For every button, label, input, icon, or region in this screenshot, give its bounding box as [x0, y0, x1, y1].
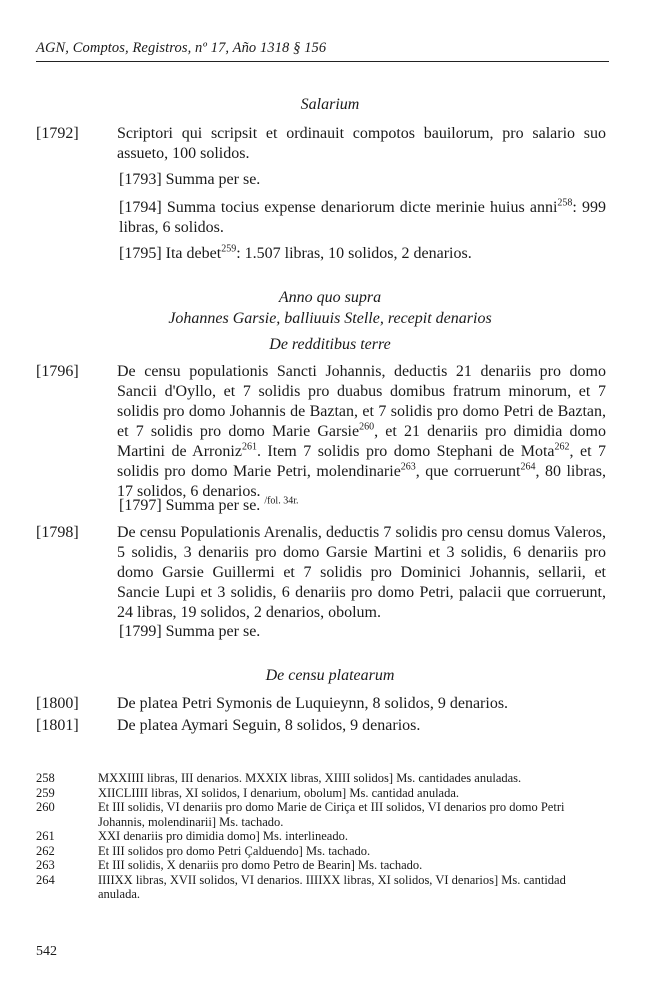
footnote-number: 264	[36, 872, 55, 887]
footnote-text: Et III solidos pro domo Petri Çalduendo] Ms. tachado.	[98, 843, 371, 858]
section-title-anno: Anno quo supra	[278, 289, 382, 306]
footnote-ref: 258	[557, 197, 573, 209]
entry-1798	[36, 523, 606, 623]
footnote-ref: 264	[520, 461, 536, 473]
entry-number: [1794]	[119, 199, 162, 216]
entry-text: De platea Aymari Seguin, 8 solidos, 9 denarios.	[117, 717, 421, 734]
footnote-ref: 260	[359, 421, 375, 433]
footnote	[36, 829, 606, 844]
footnote-text: MXXIIII libras, III denarios. MXXIX libras, XIIII solidos] Ms. cantidades anuladas.	[98, 771, 522, 785]
footnote-number: 258	[36, 771, 55, 785]
entry-number: [1796]	[36, 363, 79, 380]
entry-text-cont: : 999 libras, 6 solidos.	[119, 199, 606, 236]
entry-text: Ita debet	[165, 245, 222, 262]
folio-marker: /fol. 34r.	[264, 495, 299, 507]
footnote-text: Et III solidis, VI denariis pro domo Marie de Ciriça et III solidos, VI denarios pro domo Petri Johannis, molendinarii] Ms. tachado.	[98, 800, 565, 829]
page-number: 542	[36, 944, 57, 959]
entry-1792	[36, 124, 606, 164]
footnote-ref: 263	[400, 461, 416, 473]
footnote	[36, 800, 606, 829]
entry-text: De censu Populationis Arenalis, deductis 7 solidis pro censu domus Valeros, 5 solidis, 3 denariis pro domo Garsie Martini et 3 solidis, 6 denariis pro domo Garsie Guillermi et 7 solidis pro Dominici Johannis, sellarii, et Sancie Lupi et 3 solidis, 6 denariis pro domo Petri, palacii que corruerunt, 24 libras, 19 solidos, 2 denarios, obolum.	[117, 524, 606, 621]
footnote	[36, 786, 606, 801]
entry-text: De censu populationis Sancti Johannis, deductis 21 denariis pro domo Sancii d'Oyllo, et 7 solidis pro duabus domibus fratrum minorum, et 7 solidis pro domo Johannis de Baztan, et 7 solidis pro domo Petri de Baztan, et 7 solidis pro domo Marie Garsie$^{260}$, et 21 denariis pro dimidia domo Martini de Arroniz$^{261}$. Item 7 solidis pro domo Stephani de Mota$^{262}$, et 7 solidis pro domo Marie Petri, molendinarie$^{263}$, que corruerunt$^{264}$, 80 libras, 17 solidos, 6 denarios.	[117, 363, 607, 500]
entry-number: [1792]	[36, 125, 79, 142]
entry-1800	[36, 694, 606, 714]
entry-text: Summa per se.	[165, 497, 261, 514]
footnote	[36, 873, 606, 902]
footnote-ref: 261	[241, 441, 257, 453]
footnote-ref: 259	[221, 243, 237, 255]
running-header: AGN, Comptos, Registros, nº 17, Año 1318 § 156	[36, 40, 327, 56]
section-title-platearum: De censu platearum	[265, 667, 395, 684]
entry-1799	[119, 622, 606, 642]
entry-number: [1801]	[36, 717, 79, 734]
entry-number: [1793]	[119, 171, 162, 188]
entry-1796	[36, 362, 606, 502]
footnote	[36, 844, 606, 859]
footnote-number: 261	[36, 829, 55, 843]
entry-text-cont: : 1.507 libras, 10 solidos, 2 denarios.	[236, 245, 472, 262]
section-title-salarium: Salarium	[300, 96, 360, 113]
entry-1793	[119, 170, 606, 190]
section-title-redditibus: De redditibus terre	[269, 336, 391, 353]
entry-number: [1798]	[36, 524, 79, 541]
entry-text: Summa per se.	[165, 171, 261, 188]
entry-text: De platea Petri Symonis de Luquieynn, 8 solidos, 9 denarios.	[117, 695, 509, 712]
footnote-number: 262	[36, 843, 55, 858]
footnote	[36, 771, 606, 786]
entry-number: [1799]	[119, 623, 162, 640]
entry-1801	[36, 716, 606, 736]
entry-number: [1795]	[119, 245, 162, 262]
footnote-text: XXI denariis pro dimidia domo] Ms. interlineado.	[98, 829, 348, 843]
footnote-number: 259	[36, 785, 55, 800]
footnote	[36, 858, 606, 873]
entry-number: [1800]	[36, 695, 79, 712]
section-title-johannes: Johannes Garsie, balliuuis Stelle, recepit denarios	[168, 310, 492, 327]
entry-1795	[119, 244, 606, 264]
footnote-number: 263	[36, 858, 55, 872]
footnote-text: IIIIXX libras, XVII solidos, VI denarios. IIIIXX libras, XI solidos, VI denarios] Ms. cantidad anulada.	[98, 872, 566, 901]
entry-number: [1797]	[119, 497, 162, 514]
entry-text: Summa tocius expense denariorum dicte merinie huius anni	[166, 199, 558, 216]
footnote-text: XIICLIIII libras, XI solidos, I denarium, obolum] Ms. cantidad anulada.	[98, 785, 460, 800]
footnote-text: Et III solidis, X denariis pro domo Petro de Bearin] Ms. tachado.	[98, 858, 423, 872]
entry-text: Scriptori qui scripsit et ordinauit compotos bauilorum, pro salario suo assueto, 100 solidos.	[117, 125, 606, 162]
footnotes	[36, 771, 606, 902]
entry-text: Summa per se.	[165, 623, 261, 640]
entry-1797	[119, 496, 606, 516]
entry-1794	[119, 198, 606, 238]
header-rule	[36, 61, 609, 62]
footnote-number: 260	[36, 800, 55, 814]
footnote-ref: 262	[554, 441, 570, 453]
